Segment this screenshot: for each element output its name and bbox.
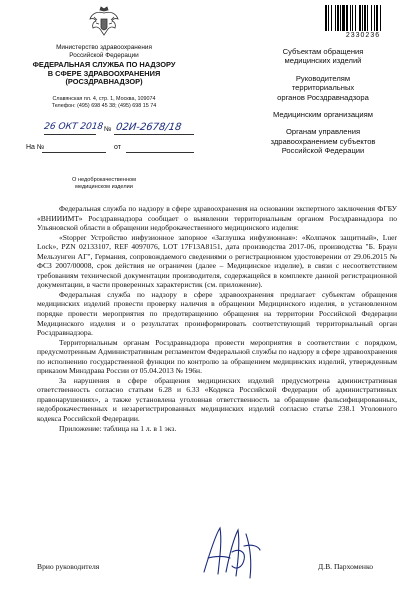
service-line: (РОСЗДРАВНАДЗОР): [65, 77, 143, 87]
recipient-line: здравоохранением субъектов: [270, 136, 376, 146]
recipients-block: [228, 47, 418, 164]
service-line: В СФЕРЕ ЗДРАВООХРАНЕНИЯ: [47, 68, 161, 78]
body-paragraph: За нарушения в сфере обращения медицинских изделий предусмотрена административная ответственность согласно статьям 6.28 и 6.33 «Кодекса Российской Федерации об административных правонарушениях», а также установлена уголовная ответственность за обращение фальсифицированных, недоброкачественных и незарегистрированных медицинских изделий согласно статье 238.1 Уголовного кодекса Российской Федерации.: [37, 375, 397, 424]
na-label: На №: [26, 144, 45, 151]
letter-body: [37, 204, 397, 433]
registration-number: 02И-2678/18: [115, 122, 183, 133]
body-paragraph: Федеральная служба по надзору в сфере здравоохранения на основании экспертного заключения ФГБУ «ВНИИИМТ» Росздравнадзора сообщает о выявлении территориальным органом Росздравнадзора по Ульяновской области в обращении недоброкачественного медицинского изделия:: [37, 204, 397, 233]
recipient-line: территориальных: [291, 83, 355, 93]
phone-line: Телефон: (495) 698 45 38; (495) 698 15 74: [51, 103, 157, 109]
address-block: [20, 96, 188, 110]
coat-of-arms-icon: [88, 5, 120, 39]
body-paragraph: Территориальным органам Росздравнадзора провести мероприятия в соответствии с порядком, предусмотренным Административным регламентом Федеральной службы по надзору в сфере здравоохранения по исполнению государственной функции по контролю за обращением медицинских изделий, утвержденным приказом Минздрава России от 05.04.2013 № 196н.: [37, 337, 397, 376]
signatory-role: Врио руководителя: [37, 562, 100, 571]
handwritten-signature: [196, 522, 266, 586]
number-underline: [114, 134, 194, 135]
ministry-name: [20, 44, 188, 59]
address-line: Славянская пл. 4, стр. 1, Москва, 109074: [52, 96, 156, 102]
ot-underline: [126, 152, 194, 153]
recipient-3: [228, 110, 418, 119]
service-line: ФЕДЕРАЛЬНАЯ СЛУЖБА ПО НАДЗОРУ: [32, 60, 176, 69]
ot-label: от: [114, 144, 121, 151]
ministry-line: Российской Федерации: [69, 51, 139, 59]
recipient-line: Органам управления: [285, 127, 361, 137]
barcode-image: [324, 5, 402, 31]
recipient-line: Руководителям: [295, 73, 351, 83]
body-paragraph: Федеральная служба по надзору в сфере здравоохранения предлагает субъектам обращения медицинских изделий провести проверку наличия в обращении Медицинского изделия, в установленном порядке провести мероприятия по предотвращению обращения на территории Российской Федерации Медицинского изделия и о результатах проинформировать соответствующий территориальный орган Росздравнадзора.: [37, 289, 397, 338]
recipient-4: [228, 127, 418, 155]
recipient-2: [228, 74, 418, 102]
na-underline: [42, 152, 106, 153]
recipient-1: [228, 47, 418, 66]
barcode-number: 2330236: [345, 32, 381, 39]
date-underline: [44, 134, 96, 135]
recipient-line: Медицинским организациям: [273, 110, 373, 120]
recipient-line: Субъектам обращения: [282, 47, 364, 56]
reference-line: [16, 140, 194, 156]
recipient-line: медицинских изделий: [284, 56, 362, 66]
signatory-name: Д.В. Пархоменко: [318, 562, 374, 571]
recipient-line: органов Росздравнадзора: [277, 92, 369, 102]
attachment-note: Приложение: таблица на 1 л. в 1 экз.: [59, 423, 177, 433]
number-label: №: [104, 126, 112, 133]
registration-date: 26 ОКТ 2018: [43, 122, 104, 132]
body-paragraph: «Stopper Устройство инфузионное запорное «Заглушка инфузионная»: «Колпачок защитный», Luer Lock», PZN 02133107, REF 4097076, LOT 17F13A8151, дата производства 2017-06, производства "Б. Браун Мельзунген АГ", Германия, сопровождаемого сведениями о регистрационном удостоверении от 29.06.2015 № ФСЗ 2007/00008, срок действия не ограничен (далее – Медицинское изделие), в связи с несоответствием требованиям технической документации производителя, содержащейся в комплекте данной регистрационной документации, в части проверенных характеристик (см. приложение).: [37, 232, 397, 290]
subject-text: О недоброкачественном: [72, 177, 136, 183]
recipient-line: Российской Федерации: [281, 146, 365, 156]
subject-text: медицинском изделии: [75, 184, 133, 190]
subject-line: [20, 177, 188, 191]
service-name: [20, 61, 188, 87]
ministry-line: Министерство здравоохранения: [56, 44, 152, 51]
registration-line: [16, 122, 194, 138]
